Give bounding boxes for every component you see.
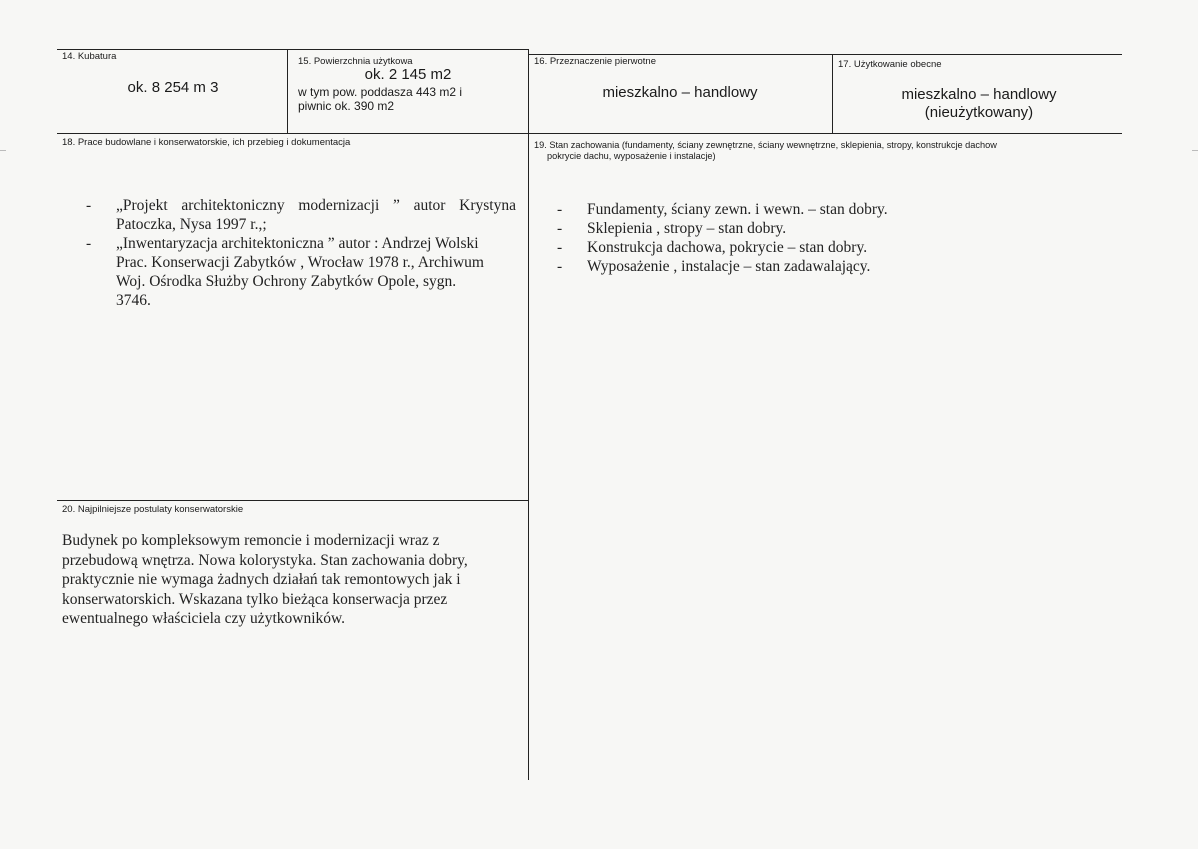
row-divider-left [57,133,529,134]
field-18-label: 18. Prace budowlane i konserwatorskie, ich przebieg i dokumentacja [62,137,351,148]
list-item-text: Sklepienia , stropy – stan dobry. [587,220,787,237]
text-line: konserwatorskich. Wskazana tylko bieżąca konserwacja przez [62,590,448,608]
field-20-text [62,531,522,629]
text-line: praktycznie nie wymaga żadnych działań tak remontowych jak i [62,571,461,588]
list-item-text: Fundamenty, ściany zewn. i wewn. – stan dobry. [587,201,888,218]
top-border-line [57,49,529,50]
list-item [557,257,977,276]
field-15-label: 15. Powierzchnia użytkowa [298,56,413,67]
field-15-value-main: ok. 2 145 m2 [364,66,452,83]
text-line: ewentualnego właściciela czy użytkowników. [62,610,346,627]
list-item-line: 3746. [116,292,151,309]
list-item-text: Wyposażenie , instalacje – stan zadawalający. [587,258,871,275]
field-17-value-line1: mieszkalno – handlowy [901,86,1057,103]
center-divider [528,49,529,780]
field-19-list [557,200,977,276]
list-item-line: - „Inwentaryzacja architektoniczna ” autor : Andrzej Wolski [116,235,479,252]
field-19-label-line1: 19. Stan zachowania (fundamenty, ściany zewnętrzne, ściany wewnętrzne, sklepienia, stropy, konstrukcje dachow [534,140,997,150]
list-item-line: Prac. Konserwacji Zabytków , Wrocław 1978 r., Archiwum [116,254,484,271]
field-20-label: 20. Najpilniejsze postulaty konserwatorskie [62,504,244,515]
field-15-value-line3: piwnic ok. 390 m2 [298,99,395,113]
list-item [86,234,516,310]
left-edge-mark [0,150,6,151]
divider-14-15 [287,49,288,133]
list-item-line: Woj. Ośrodka Służby Ochrony Zabytków Opole, sygn. [116,273,457,290]
text-line: Budynek po kompleksowym remoncie i modernizacji wraz z [62,532,440,549]
field-17-label: 17. Użytkowanie obecne [838,59,942,70]
field-17-value-line2: (nieużytkowany) [924,104,1034,121]
divider-16-17 [832,54,833,133]
field-16-value: mieszkalno – handlowy [602,84,758,101]
list-item-line: - „Projekt architektoniczny modernizacji ” autor Krystyna [116,197,516,214]
right-edge-mark [1192,150,1198,151]
list-item [557,238,977,257]
field-14-label: 14. Kubatura [62,51,117,62]
section-20-divider [57,500,529,501]
list-item [557,200,977,219]
row-divider-right [528,133,1122,134]
field-19-label-line2: pokrycie dachu, wyposażenie i instalacje) [547,151,716,161]
field-16-label: 16. Przeznaczenie pierwotne [534,56,656,67]
list-item [86,196,516,234]
list-item-line: Patoczka, Nysa 1997 r.,; [116,216,267,233]
top-border-line-right [528,54,1122,55]
list-item-text: Konstrukcja dachowa, pokrycie – stan dobry. [587,239,868,256]
list-item [557,219,977,238]
text-line: przebudową wnętrza. Nowa kolorystyka. Stan zachowania dobry, [62,551,468,569]
field-15-value-line2: w tym pow. poddasza 443 m2 i [298,85,463,99]
field-14-value: ok. 8 254 m 3 [127,79,219,96]
field-18-list [86,196,516,310]
